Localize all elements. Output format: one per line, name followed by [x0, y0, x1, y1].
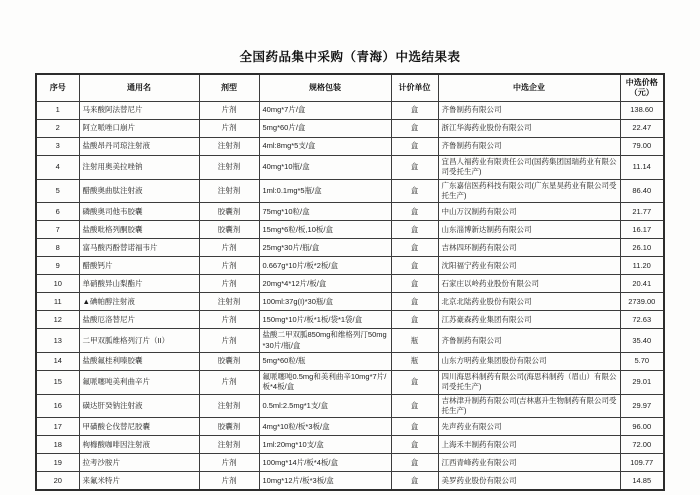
cell-generic-name: 枸橼酸咖啡因注射液 [79, 436, 199, 454]
cell-selected-company: 吉林津升制药有限公司(吉林惠升生物制药有限公司受托生产) [438, 394, 620, 418]
cell-generic-name: 二甲双胍维格列汀片（II） [79, 329, 199, 353]
cell-selected-company: 沈阳福宁药业有限公司 [438, 257, 620, 275]
cell-dosage-form: 片剂 [199, 454, 259, 472]
cell-selected-price: 11.14 [620, 156, 664, 180]
cell-index: 4 [36, 156, 79, 180]
cell-selected-company: 齐鲁制药有限公司 [438, 102, 620, 120]
cell-index: 18 [36, 436, 79, 454]
cell-selected-price: 26.10 [620, 239, 664, 257]
table-row [36, 329, 664, 353]
cell-dosage-form: 注射剂 [199, 394, 259, 418]
cell-pricing-unit: 盒 [391, 418, 438, 436]
cell-index: 6 [36, 203, 79, 221]
cell-selected-price: 21.77 [620, 203, 664, 221]
cell-spec-package: 20mg*4*12片/板/盒 [259, 275, 391, 293]
cell-index: 16 [36, 394, 79, 418]
cell-spec-package: 10mg*12片/板*3板/盒 [259, 472, 391, 491]
cell-generic-name: 盐酸氟桂利嗪胶囊 [79, 353, 199, 371]
table-row [36, 120, 664, 138]
cell-spec-package: 1ml:0.1mg*5瓶/盒 [259, 179, 391, 203]
cell-selected-company: 四川海思科制药有限公司(海思科制药（眉山）有限公司受托生产) [438, 371, 620, 395]
cell-dosage-form: 注射剂 [199, 293, 259, 311]
cell-generic-name: 甲磺酸仑伐替尼胶囊 [79, 418, 199, 436]
cell-pricing-unit: 盒 [391, 203, 438, 221]
cell-dosage-form: 胶囊剂 [199, 418, 259, 436]
cell-generic-name: 醋酸奥曲肽注射液 [79, 179, 199, 203]
cell-index: 19 [36, 454, 79, 472]
cell-selected-company: 江西青峰药业有限公司 [438, 454, 620, 472]
cell-dosage-form: 胶囊剂 [199, 203, 259, 221]
cell-generic-name: 单硝酸异山梨酯片 [79, 275, 199, 293]
cell-selected-price: 138.60 [620, 102, 664, 120]
cell-selected-company: 齐鲁制药有限公司 [438, 138, 620, 156]
cell-selected-price: 11.20 [620, 257, 664, 275]
cell-generic-name: 磺达肝癸钠注射液 [79, 394, 199, 418]
cell-index: 1 [36, 102, 79, 120]
cell-dosage-form: 注射剂 [199, 138, 259, 156]
table-header [36, 74, 664, 102]
table-row [36, 102, 664, 120]
table-row [36, 138, 664, 156]
cell-index: 11 [36, 293, 79, 311]
cell-generic-name: 磷酸奥司他韦胶囊 [79, 203, 199, 221]
cell-index: 9 [36, 257, 79, 275]
cell-selected-company: 中山万汉制药有限公司 [438, 203, 620, 221]
table-row [36, 156, 664, 180]
cell-generic-name: 马来酸阿法替尼片 [79, 102, 199, 120]
cell-pricing-unit: 盒 [391, 138, 438, 156]
cell-selected-price: 96.00 [620, 418, 664, 436]
cell-index: 14 [36, 353, 79, 371]
table-row [36, 454, 664, 472]
cell-selected-price: 109.77 [620, 454, 664, 472]
cell-pricing-unit: 瓶 [391, 329, 438, 353]
cell-spec-package: 0.5ml:2.5mg*1支/盒 [259, 394, 391, 418]
cell-dosage-form: 胶囊剂 [199, 221, 259, 239]
table-row [36, 239, 664, 257]
header-selected-company: 中选企业 [438, 74, 620, 102]
cell-generic-name: ▲碘帕醇注射液 [79, 293, 199, 311]
cell-generic-name: 醋酸钙片 [79, 257, 199, 275]
cell-index: 17 [36, 418, 79, 436]
header-spec-package: 规格包装 [259, 74, 391, 102]
cell-spec-package: 4mg*10粒/板*3板/盒 [259, 418, 391, 436]
cell-index: 10 [36, 275, 79, 293]
cell-dosage-form: 片剂 [199, 472, 259, 491]
cell-pricing-unit: 盒 [391, 472, 438, 491]
cell-spec-package: 盐酸二甲双胍850mg和维格列汀50mg*30片/瓶/盒 [259, 329, 391, 353]
cell-generic-name: 盐酸昂丹司琼注射液 [79, 138, 199, 156]
cell-index: 7 [36, 221, 79, 239]
table-row [36, 394, 664, 418]
cell-selected-company: 山东淄博新达制药有限公司 [438, 221, 620, 239]
cell-dosage-form: 片剂 [199, 239, 259, 257]
cell-spec-package: 100ml:37g(I)*30瓶/盒 [259, 293, 391, 311]
cell-generic-name: 盐酸吡格列酮胶囊 [79, 221, 199, 239]
cell-selected-company: 江苏豪森药业集团有限公司 [438, 311, 620, 329]
cell-spec-package: 40mg*10瓶/盒 [259, 156, 391, 180]
cell-index: 2 [36, 120, 79, 138]
cell-selected-price: 14.85 [620, 472, 664, 491]
cell-selected-company: 石家庄以岭药业股份有限公司 [438, 275, 620, 293]
cell-pricing-unit: 盒 [391, 311, 438, 329]
cell-selected-price: 22.47 [620, 120, 664, 138]
cell-dosage-form: 片剂 [199, 329, 259, 353]
cell-selected-company: 广东嘉信医药科技有限公司(广东星昊药业有限公司受托生产) [438, 179, 620, 203]
cell-generic-name: 来氟米特片 [79, 472, 199, 491]
cell-selected-company: 北京北陆药业股份有限公司 [438, 293, 620, 311]
cell-dosage-form: 胶囊剂 [199, 353, 259, 371]
table-row [36, 311, 664, 329]
cell-spec-package: 25mg*30片/瓶/盒 [259, 239, 391, 257]
cell-dosage-form: 片剂 [199, 257, 259, 275]
cell-dosage-form: 片剂 [199, 311, 259, 329]
cell-index: 12 [36, 311, 79, 329]
cell-pricing-unit: 盒 [391, 102, 438, 120]
cell-pricing-unit: 盒 [391, 179, 438, 203]
cell-selected-price: 72.63 [620, 311, 664, 329]
cell-index: 3 [36, 138, 79, 156]
cell-pricing-unit: 盒 [391, 257, 438, 275]
cell-index: 15 [36, 371, 79, 395]
cell-generic-name: 拉考沙胺片 [79, 454, 199, 472]
header-selected-price: 中选价格（元） [620, 74, 664, 102]
cell-dosage-form: 注射剂 [199, 436, 259, 454]
cell-selected-price: 20.41 [620, 275, 664, 293]
cell-selected-price: 35.40 [620, 329, 664, 353]
cell-dosage-form: 片剂 [199, 120, 259, 138]
table-row [36, 293, 664, 311]
cell-selected-company: 上海禾丰制药有限公司 [438, 436, 620, 454]
table-row [36, 179, 664, 203]
cell-selected-company: 美罗药业股份有限公司 [438, 472, 620, 491]
cell-index: 5 [36, 179, 79, 203]
table-row [36, 257, 664, 275]
cell-spec-package: 5mg*60片/盒 [259, 120, 391, 138]
cell-pricing-unit: 盒 [391, 239, 438, 257]
cell-spec-package: 4ml:8mg*5支/盒 [259, 138, 391, 156]
cell-spec-package: 75mg*10粒/盒 [259, 203, 391, 221]
cell-spec-package: 150mg*10片/板*1板/袋*1袋/盒 [259, 311, 391, 329]
table-row [36, 436, 664, 454]
cell-selected-price: 79.00 [620, 138, 664, 156]
cell-selected-price: 29.97 [620, 394, 664, 418]
cell-pricing-unit: 盒 [391, 394, 438, 418]
cell-dosage-form: 片剂 [199, 275, 259, 293]
cell-selected-company: 山东方明药业集团股份有限公司 [438, 353, 620, 371]
cell-dosage-form: 片剂 [199, 102, 259, 120]
header-pricing-unit: 计价单位 [391, 74, 438, 102]
cell-pricing-unit: 盒 [391, 156, 438, 180]
cell-generic-name: 注射用奥美拉唑钠 [79, 156, 199, 180]
cell-selected-price: 86.40 [620, 179, 664, 203]
cell-dosage-form: 注射剂 [199, 179, 259, 203]
cell-selected-company: 宜昌人福药业有限责任公司(国药集团国瑞药业有限公司受托生产) [438, 156, 620, 180]
table-body [36, 102, 664, 491]
table-row [36, 221, 664, 239]
table-row [36, 472, 664, 491]
cell-selected-company: 浙江华海药业股份有限公司 [438, 120, 620, 138]
page-title: 全国药品集中采购（青海）中选结果表 [239, 50, 461, 64]
cell-selected-price: 72.00 [620, 436, 664, 454]
cell-spec-package: 40mg*7片/盒 [259, 102, 391, 120]
table-row [36, 203, 664, 221]
cell-selected-company: 吉林四环制药有限公司 [438, 239, 620, 257]
cell-pricing-unit: 盒 [391, 454, 438, 472]
cell-index: 20 [36, 472, 79, 491]
cell-spec-package: 氟哌噻吨0.5mg和美利曲辛10mg*7片/板*4板/盒 [259, 371, 391, 395]
cell-spec-package: 5mg*60粒/瓶 [259, 353, 391, 371]
cell-pricing-unit: 盒 [391, 293, 438, 311]
cell-generic-name: 富马酸丙酚替诺福韦片 [79, 239, 199, 257]
cell-spec-package: 15mg*6粒/板,10板/盒 [259, 221, 391, 239]
table-row [36, 418, 664, 436]
cell-pricing-unit: 盒 [391, 221, 438, 239]
header-row [36, 74, 664, 102]
cell-dosage-form: 注射剂 [199, 156, 259, 180]
cell-pricing-unit: 盒 [391, 371, 438, 395]
cell-selected-company: 齐鲁制药有限公司 [438, 329, 620, 353]
cell-selected-price: 2739.00 [620, 293, 664, 311]
header-dosage-form: 剂型 [199, 74, 259, 102]
results-table [35, 73, 665, 491]
cell-selected-price: 16.17 [620, 221, 664, 239]
cell-selected-company: 先声药业有限公司 [438, 418, 620, 436]
cell-index: 13 [36, 329, 79, 353]
cell-pricing-unit: 盒 [391, 275, 438, 293]
cell-pricing-unit: 瓶 [391, 353, 438, 371]
cell-pricing-unit: 盒 [391, 436, 438, 454]
cell-dosage-form: 片剂 [199, 371, 259, 395]
table-row [36, 275, 664, 293]
cell-selected-price: 29.01 [620, 371, 664, 395]
cell-selected-price: 5.70 [620, 353, 664, 371]
cell-generic-name: 阿立哌唑口崩片 [79, 120, 199, 138]
cell-pricing-unit: 盒 [391, 120, 438, 138]
header-generic-name: 通用名 [79, 74, 199, 102]
cell-spec-package: 100mg*14片/板*4板/盒 [259, 454, 391, 472]
cell-index: 8 [36, 239, 79, 257]
header-index: 序号 [36, 74, 79, 102]
table-row [36, 353, 664, 371]
cell-spec-package: 1ml:20mg*10支/盒 [259, 436, 391, 454]
table-row [36, 371, 664, 395]
cell-spec-package: 0.667g*10片/板*2板/盒 [259, 257, 391, 275]
cell-generic-name: 盐酸厄洛替尼片 [79, 311, 199, 329]
cell-generic-name: 氟哌噻吨美利曲辛片 [79, 371, 199, 395]
